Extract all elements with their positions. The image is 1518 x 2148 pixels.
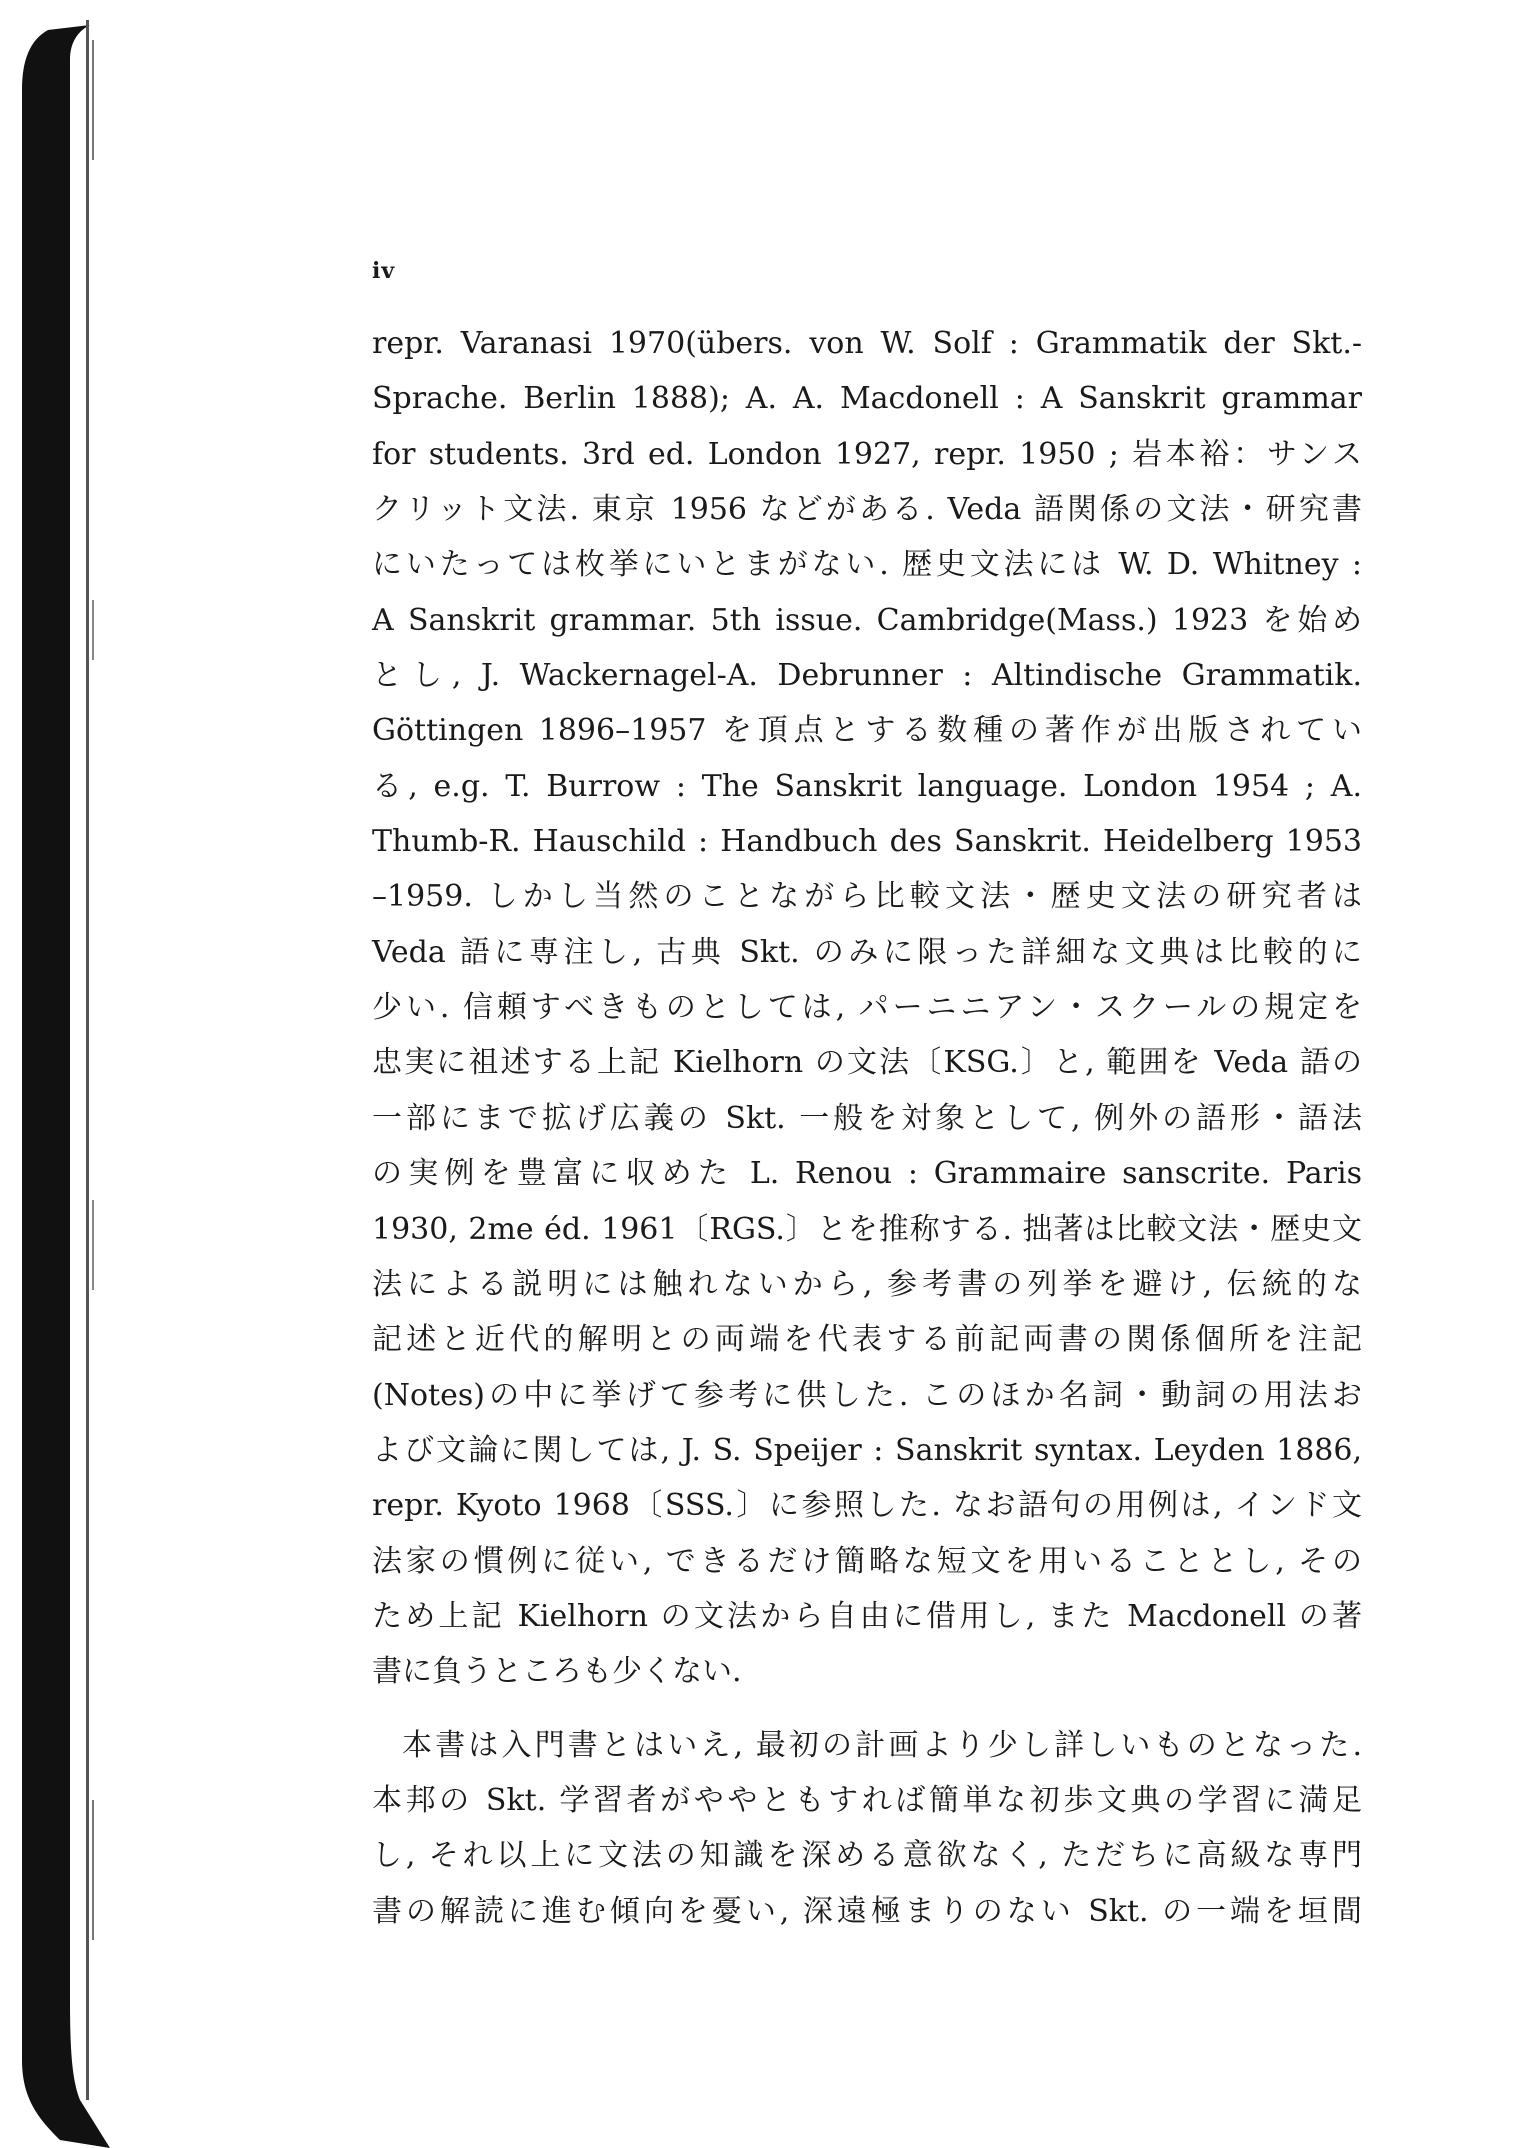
text-line: repr. Kyoto 1968〔SSS.〕に参照した. なお語句の用例は, インド文 (372, 1488, 1362, 1524)
text-line: 書の解読に進む傾向を憂い, 深遠極まりのない Skt. の一端を垣間 (372, 1893, 1362, 1929)
text-line: 一部にまで拡げ広義の Skt. 一般を対象として, 例外の語形・語法 (372, 1100, 1362, 1136)
text-line: 少い. 信頼すべきものとしては, パーニニアン・スクールの規定を (372, 990, 1362, 1026)
text-line: 書に負うところも少くない. (372, 1654, 742, 1690)
text-line: 本書は入門書とはいえ, 最初の計画より少し詳しいものとなった. (402, 1727, 1362, 1763)
text-line: の実例を豊富に収めた L. Renou : Grammaire sanscrite. Paris (372, 1156, 1362, 1192)
page-binding-shadow (0, 0, 120, 2148)
text-line: とし, J. Wackernagel-A. Debrunner : Altindische Grammatik. (372, 658, 1362, 694)
page-number: iv (372, 258, 396, 284)
body-text (372, 316, 1362, 1939)
text-line: 本邦の Skt. 学習者がややともすれば簡単な初歩文典の学習に満足 (372, 1782, 1362, 1818)
paragraph-references (372, 316, 1362, 1700)
text-line: Sprache. Berlin 1888); A. A. Macdonell : A Sanskrit grammar (372, 381, 1362, 417)
text-line: クリット文法. 東京 1956 などがある. Veda 語関係の文法・研究書 (372, 492, 1362, 528)
text-line: 忠実に祖述する上記 Kielhorn の文法〔KSG.〕と, 範囲を Veda 語の (372, 1045, 1362, 1081)
text-line: 記述と近代的解明との両端を代表する前記両書の関係個所を注記 (372, 1322, 1362, 1358)
paragraph-intro-remarks (372, 1718, 1362, 1939)
text-line: Thumb-R. Hauschild : Handbuch des Sanskrit. Heidelberg 1953 (372, 824, 1362, 860)
text-line: for students. 3rd ed. London 1927, repr. 1950 ; 岩本裕：サンス (372, 436, 1362, 472)
text-line: repr. Varanasi 1970(übers. von W. Solf : Grammatik der Skt.- (372, 326, 1362, 361)
text-line: 法家の慣例に従い, できるだけ簡略な短文を用いることとし, その (372, 1543, 1362, 1579)
text-line: Göttingen 1896–1957 を頂点とする数種の著作が出版されてい (372, 713, 1362, 749)
text-line: 法による説明には触れないから, 参考書の列挙を避け, 伝統的な (372, 1266, 1362, 1302)
text-line: Veda 語に専注し, 古典 Skt. のみに限った詳細な文典は比較的に (372, 934, 1362, 970)
text-line: A Sanskrit grammar. 5th issue. Cambridge(Mass.) 1923 を始め (372, 602, 1362, 638)
text-line: し, それ以上に文法の知識を深める意欲なく, ただちに高級な専門 (372, 1838, 1362, 1874)
text-line: ため上記 Kielhorn の文法から自由に借用し, また Macdonell の著 (372, 1598, 1362, 1634)
text-line: る, e.g. T. Burrow : The Sanskrit language. London 1954 ; A. (372, 768, 1362, 804)
text-line: にいたっては枚挙にいとまがない. 歴史文法には W. D. Whitney : (372, 547, 1362, 583)
text-line: (Notes)の中に挙げて参考に供した. このほか名詞・動詞の用法お (372, 1377, 1362, 1413)
text-line: –1959. しかし当然のことながら比較文法・歴史文法の研究者は (372, 879, 1362, 915)
text-line: 1930, 2me éd. 1961〔RGS.〕とを推称する. 拙著は比較文法・歴史文 (372, 1211, 1362, 1247)
paragraph-gap (372, 1700, 1362, 1718)
text-line: よび文論に関しては, J. S. Speijer : Sanskrit syntax. Leyden 1886, (372, 1432, 1362, 1468)
